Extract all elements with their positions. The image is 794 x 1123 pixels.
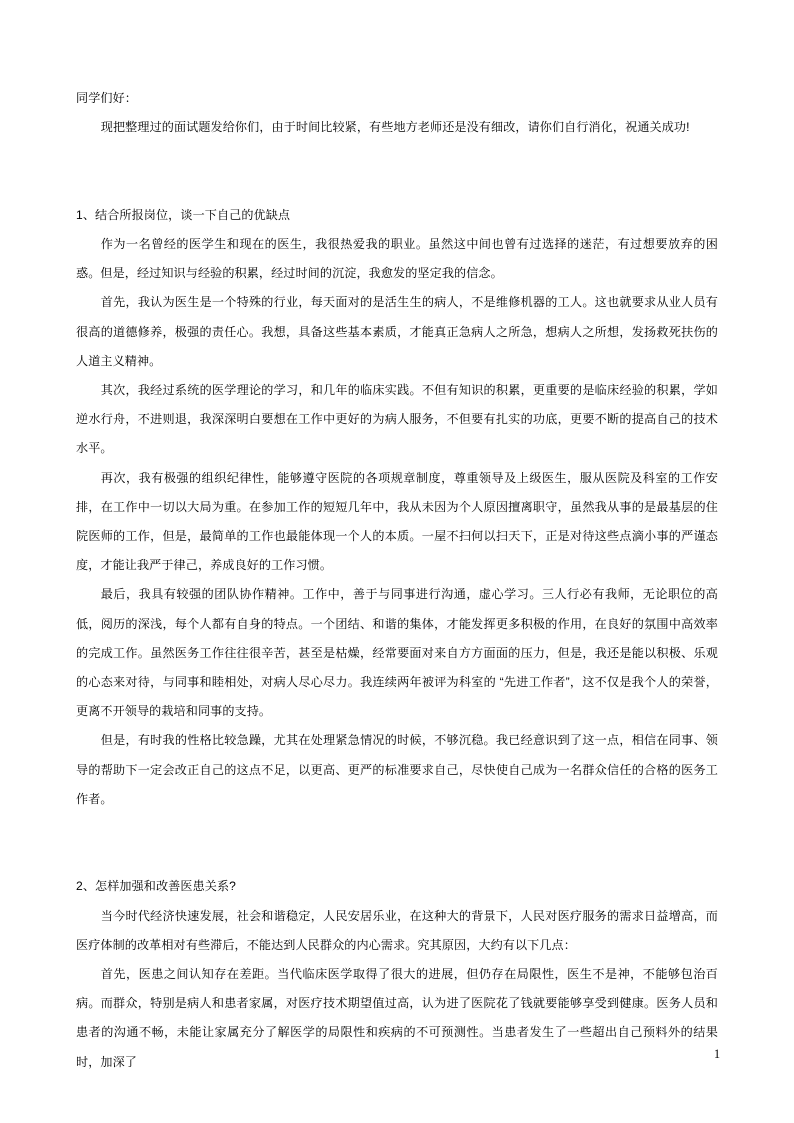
section-1-paragraph-2: 首先，我认为医生是一个特殊的行业，每天面对的是活生生的病人，不是维修机器的工人。这也就要求从业人员有很高的道德修养，极强的责任心。我想，具备这些基本素质，才能真正急病人之所急，想病人之所想，发扬救死扶伤的人道主义精神。: [76, 295, 718, 368]
document-body: [76, 84, 718, 1077]
section-1-paragraph-5: 最后，我具有较强的团队协作精神。工作中，善于与同事进行沟通，虚心学习。三人行必有我师，无论职位的高低，阅历的深浅，每个人都有自身的特点。一个团结、和谐的集体，才能发挥更多积极的作用，在良好的氛围中高效率的完成工作。虽然医务工作往往很辛苦，甚至是枯燥，经常要面对来自方方面面的压力，但是，我还是能以积极、乐观的心态来对待，与同事和睦相处，对病人尽心尽力。我连续两年被评为科室的 “先进工作者”，这不仅是我个人的荣誉，更离不开领导的栽培和同事的支持。: [76, 587, 718, 719]
section-1-paragraph-6: 但是，有时我的性格比较急躁，尤其在处理紧急情况的时候，不够沉稳。我已经意识到了这一点，相信在同事、领导的帮助下一定会改正自己的这点不足，以更高、更严的标准要求自己，尽快使自己成为一名群众信任的合格的医务工作者。: [76, 733, 718, 806]
intro-paragraph: 现把整理过的面试题发给你们，由于时间比较紧，有些地方老师还是没有细改，请你们自行消化，祝通关成功!: [100, 120, 690, 135]
section-gap-2: [76, 814, 718, 872]
section-gap-1: [76, 142, 718, 200]
section-1-paragraph-4: 再次，我有极强的组织纪律性，能够遵守医院的各项规章制度，尊重领导及上级医生，服从医院及科室的工作安排，在工作中一切以大局为重。在参加工作的短短几年中，我从未因为个人原因擅离职守，虽然我从事的是最基层的住院医师的工作，但是，最简单的工作也最能体现一个人的本质。一屋不扫何以扫天下，正是对待这些点滴小事的严谨态度，才能让我严于律己，养成良好的工作习惯。: [76, 470, 718, 573]
page-number: 1: [713, 1047, 720, 1061]
section-1-paragraph-1: 作为一名曾经的医学生和现在的医生，我很热爱我的职业。虽然这中间也曾有过选择的迷茫，有过想要放弃的困惑。但是，经过知识与经验的积累，经过时间的沉淀，我愈发的坚定我的信念。: [76, 237, 718, 281]
section-2-paragraph-1: 当今时代经济快速发展，社会和谐稳定，人民安居乐业，在这种大的背景下，人民对医疗服务的需求日益增高，而医疗体制的改革相对有些滞后，不能达到人民群众的内心需求。究其原因，大约有以下几点：: [76, 908, 718, 952]
section-1-paragraph-3: 其次，我经过系统的医学理论的学习，和几年的临床实践。不但有知识的积累，更重要的是临床经验的积累，学如逆水行舟，不进则退，我深深明白要想在工作中更好的为病人服务，不但要有扎实的功底，更要不断的提高自己的技术水平。: [76, 383, 718, 456]
section-heading-1: 1、结合所报岗位，谈一下自己的优缺点: [76, 207, 291, 222]
section-2-paragraph-2: 首先，医患之间认知存在差距。当代临床医学取得了很大的进展，但仍存在局限性，医生不是神，不能够包治百病。而群众，特别是病人和患者家属，对医疗技术期望值过高，认为进了医院花了钱就要能够享受到健康。医务人员和患者的沟通不畅，未能让家属充分了解医学的局限性和疾病的不可预测性。当患者发生了一些超出自己预料外的结果时，加深了: [76, 967, 718, 1069]
section-heading-2: 2、怎样加强和改善医患关系?: [76, 879, 236, 894]
greeting-line: 同学们好：: [76, 91, 137, 105]
